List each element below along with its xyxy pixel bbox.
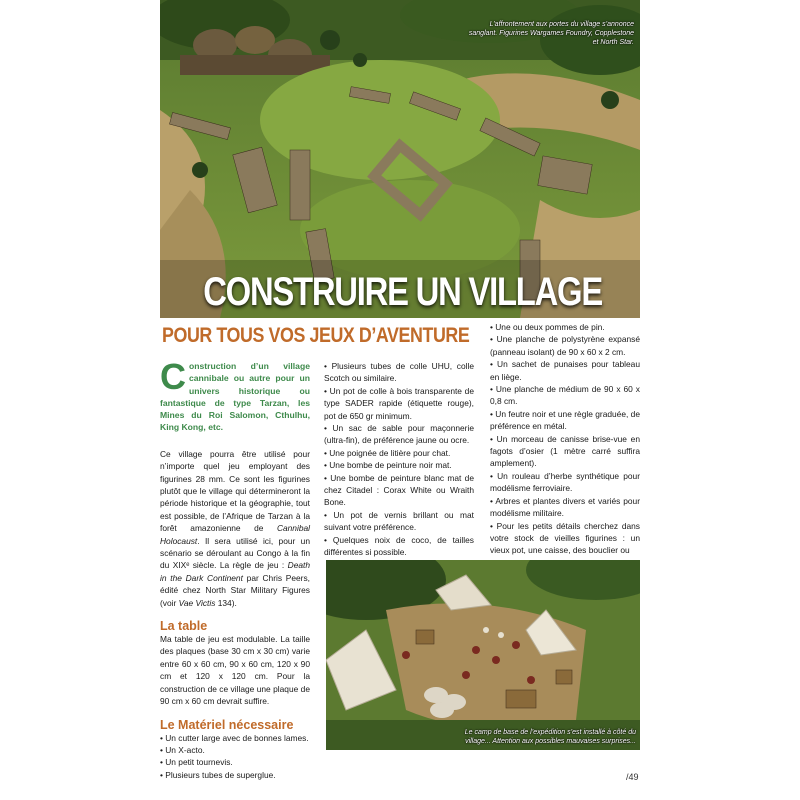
list-item: • Plusieurs tubes de superglue. <box>160 769 276 780</box>
list-item: • Une bombe de peinture noir mat. <box>324 460 452 471</box>
list-item: • Un petit tournevis. <box>160 757 233 768</box>
list-item: • Un cutter large avec de bonnes lames. <box>160 732 309 743</box>
intro-text-2: . Il sera utilisé ici, pour un scénario se déroulant au Congo à la fin du XIXᵉ siècle. La règle de jeu : <box>160 535 310 571</box>
hero-caption: L’affrontement aux portes du village s’annonce sanglant. Figurines Wargames Foundry, Copplestone et North Star. <box>468 21 634 46</box>
camp-illustration <box>326 560 640 750</box>
list-item: • Un rouleau d’herbe synthétique pour modélisme ferroviaire. <box>490 470 640 494</box>
intro-text-3: par Chris Peers, édité chez North Star Military Figures (voir <box>160 572 310 608</box>
column-1 <box>160 356 310 781</box>
list-item: • Un sachet de punaises pour tableau en liège. <box>490 359 640 382</box>
magazine-title: Vae Victis <box>178 597 216 608</box>
materials-list-3 <box>490 321 640 557</box>
section-heading-materials: Le Matériel nécessaire <box>160 717 294 732</box>
page-number: /49 <box>626 772 639 782</box>
camp-caption: Le camp de base de l’expédition s’est installé à côté du village... Attention aux possibles mauvaises surprises... <box>464 729 636 745</box>
list-item: • Un X-acto. <box>160 744 205 755</box>
list-item: • Une ou deux pommes de pin. <box>490 322 605 332</box>
drop-cap: C <box>160 356 186 397</box>
list-item: • Un morceau de canisse brise-vue en fagots d’osier (1 mètre carré suffira amplement). <box>490 433 640 469</box>
camp-photo <box>326 560 640 750</box>
page-title: CONSTRUIRE UN VILLAGE <box>203 270 602 314</box>
lead-text: onstruction d’un village cannibale ou autre pour un univers historique ou fantastique de type Tarzan, les Mines du Roi Salomon, Cthulhu, King Kong, etc. <box>160 361 310 433</box>
hero-photo <box>160 0 640 318</box>
rule-title: Death in the Dark Continent <box>160 560 310 583</box>
list-item: • Un pot de colle à bois transparente de type SADER rapide (étiquette rouge), pot de 650 gr minimum. <box>324 385 474 421</box>
materials-list-1 <box>160 732 310 782</box>
lead-paragraph <box>160 356 310 434</box>
table-paragraph: Ma table de jeu est modulable. La taille des plaques (base 30 cm x 30 cm) varie entre 60 x 60 cm, 90 x 60 cm, 120 x 90 cm et 120 x 120 cm. Pour la construction de ce village une plaque de 90 cm x 60 cm devrait suffire. <box>160 634 310 707</box>
list-item: • Plusieurs tubes de colle UHU, colle Scotch ou similaire. <box>324 361 474 384</box>
intro-text-4: 134). <box>215 597 237 608</box>
list-item: • Arbres et plantes divers et variés pour modélisme militaire. <box>490 495 640 519</box>
list-item: • Un pot de vernis brillant ou mat suivant votre préférence. <box>324 509 474 533</box>
materials-list-2 <box>324 360 474 559</box>
magazine-page <box>160 0 640 800</box>
list-item: • Une bombe de peinture blanc mat de chez Citadel : Corax White ou Wraith Bone. <box>324 472 474 508</box>
film-title: Cannibal Holocaust <box>160 523 310 546</box>
list-item: • Un sac de sable pour maçonnerie (ultra-fin), de préférence jaune ou ocre. <box>324 423 474 446</box>
list-item: • Un feutre noir et une règle graduée, de préférence en métal. <box>490 408 640 432</box>
column-3 <box>490 321 640 557</box>
intro-text-1: Ce village pourra être utilisé pour n’importe quel jeu employant des figurines 28 mm. Ce sont les figurines plutôt que le village qui détermineront la période historique et la géographie, tout est possible, de l’Afrique de Tarzan à la forêt amazonienne de <box>160 448 310 534</box>
column-2 <box>324 360 474 559</box>
list-item: • Une planche de médium de 90 x 60 x 0,8 cm. <box>490 384 640 407</box>
list-item: • Une planche de polystyrène expansé (panneau isolant) de 90 x 60 x 2 cm. <box>490 334 640 357</box>
subtitle: POUR TOUS VOS JEUX D’AVENTURE <box>162 324 470 347</box>
list-item: • Pour les petits détails cherchez dans votre stock de vieilles figurines : un vieux pot, une caisse, des bouclier ou <box>490 520 640 556</box>
list-item: • Une poignée de litière pour chat. <box>324 447 451 458</box>
intro-paragraph <box>160 448 310 609</box>
section-heading-table: La table <box>160 619 208 634</box>
list-item: • Quelques noix de coco, de tailles différentes si possible. <box>324 534 474 558</box>
